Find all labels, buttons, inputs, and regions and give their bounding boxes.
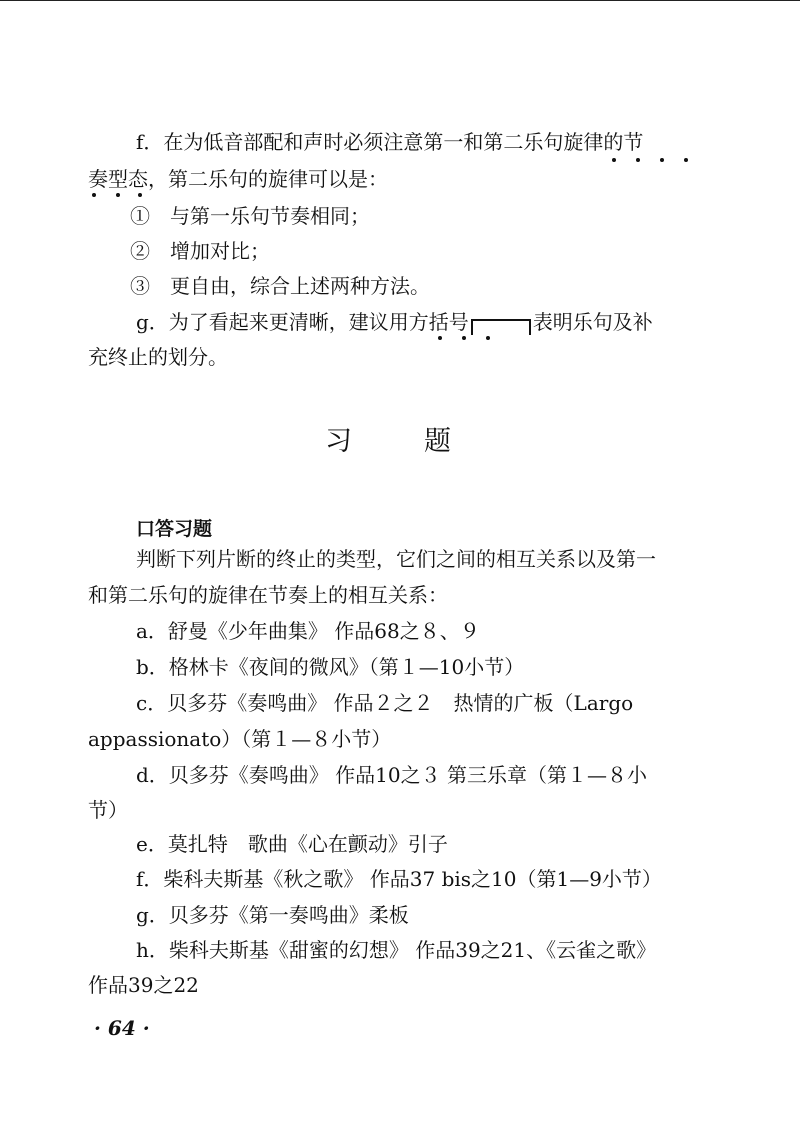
exercise-c-line1: c．贝多芬《奏鸣曲》 作品２之２ 热情的广板（Largo <box>136 691 634 715</box>
exercise-c-line2: appassionato）（第１—８小节） <box>88 727 392 751</box>
emphasis-dot <box>660 158 664 162</box>
exercise-e: e．莫扎特 歌曲《心在颤动》引子 <box>136 832 448 856</box>
exercise-h-line2: 作品39之22 <box>88 973 199 997</box>
top-rule <box>0 0 800 1</box>
exercise-g: g．贝多芬《第一奏鸣曲》柔板 <box>136 903 409 927</box>
emphasis-dot <box>438 336 442 340</box>
intro-line1: 判断下列片断的终止的类型，它们之间的相互关系以及第一 <box>136 547 656 571</box>
sub-item-1: ① 与第一乐句节奏相同； <box>130 204 370 228</box>
emphasis-dot <box>138 193 142 197</box>
exercise-d-line1: d．贝多芬《奏鸣曲》 作品10之３ 第三乐章（第１—８小 <box>136 763 647 787</box>
bracket-symbol <box>471 319 531 335</box>
item-g-line1-after: 表明乐句及补 <box>532 310 653 334</box>
emphasis-dots-bracket <box>438 336 498 342</box>
item-f-line1: f．在为低音部配和声时必须注意第一和第二乐句旋律的节 <box>136 130 644 154</box>
emphasis-dot <box>486 336 490 340</box>
emphasis-dot <box>92 193 96 197</box>
item-g-line2: 充终止的划分。 <box>88 345 228 369</box>
emphasis-dot <box>116 193 120 197</box>
intro-line2: 和第二乐句的旋律在节奏上的相互关系： <box>88 583 448 607</box>
item-g-line1 <box>136 310 653 335</box>
section-title-right: 题 <box>424 426 451 457</box>
item-g-line1-before: g．为了看起来更清晰，建议用方括号 <box>136 310 469 334</box>
sub-item-3: ③ 更自由，综合上述两种方法。 <box>130 274 430 298</box>
emphasis-dot <box>684 158 688 162</box>
exercise-b: b．格林卡《夜间的微风》（第１—10小节） <box>136 655 525 679</box>
exercise-h-line1: h．柴科夫斯基《甜蜜的幻想》 作品39之21、《云雀之歌》 <box>136 938 657 962</box>
exercise-d-line2: 节） <box>88 798 128 822</box>
page-number: · 64 · <box>94 1016 150 1040</box>
sub-item-2: ② 增加对比； <box>130 239 270 263</box>
item-f-line2: 奏型态，第二乐句的旋律可以是： <box>88 167 388 191</box>
section-subheading: 口答习题 <box>136 518 213 540</box>
section-title-left: 习 <box>325 426 352 457</box>
exercise-f: f．柴科夫斯基《秋之歌》 作品37 bis之10（第1—9小节） <box>136 867 662 891</box>
emphasis-dots-rhythm <box>612 158 692 164</box>
emphasis-dots-pattern <box>92 193 142 199</box>
emphasis-dot <box>462 336 466 340</box>
emphasis-dot <box>612 158 616 162</box>
emphasis-dot <box>636 158 640 162</box>
exercise-a: a．舒曼《少年曲集》 作品68之８、９ <box>136 619 480 643</box>
